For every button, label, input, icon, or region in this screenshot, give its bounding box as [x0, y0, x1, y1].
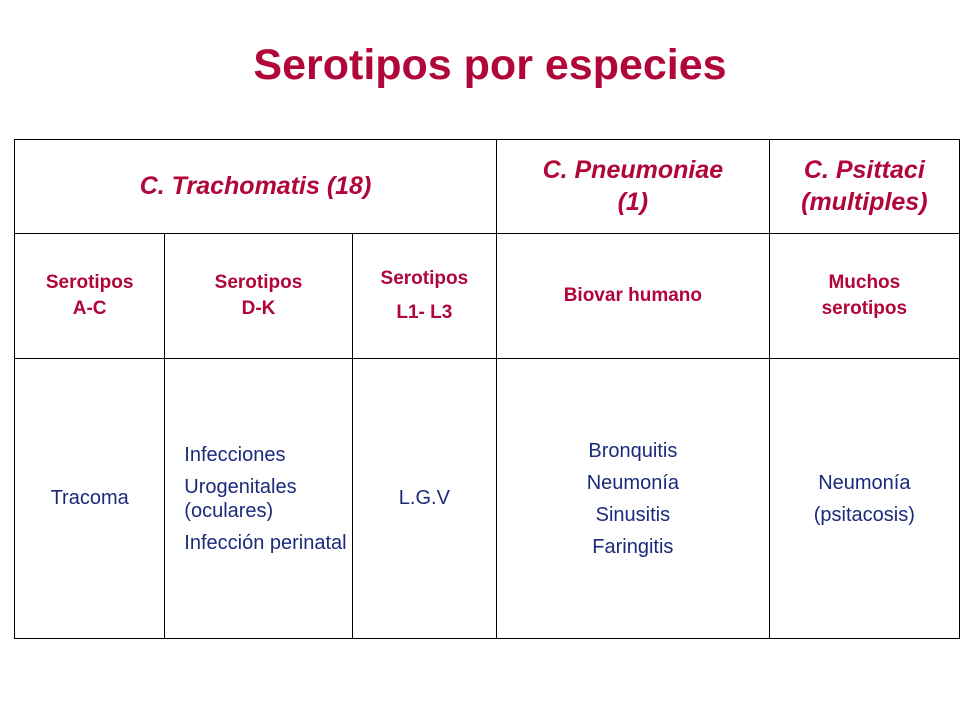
serotipos-l13-line1: Serotipos [380, 268, 469, 290]
pneumoniae-disease-2: Neumonía [586, 471, 679, 494]
muchos-line2: serotipos [821, 298, 908, 319]
serotipos-dk-line1: Serotipos [214, 272, 303, 294]
serotipos-dk-line2: D-K [241, 298, 276, 319]
header-pneumoniae-line2: (1) [617, 187, 649, 216]
cell-serotipos-dk [165, 234, 352, 359]
disease-row [15, 359, 960, 639]
dk-disease-2: Urogenitales (oculares) [184, 475, 297, 522]
header-pneumoniae-line1: C. Pneumoniae [542, 156, 724, 185]
cell-psittaci-diseases [769, 359, 959, 639]
dk-disease-3: Infección perinatal [184, 531, 347, 554]
cell-dk-diseases [165, 359, 352, 639]
header-psittaci-line2: (multiples) [801, 187, 928, 216]
psittaci-disease-1: Neumonía [818, 471, 911, 494]
psittaci-disease-2: (psitacosis) [813, 503, 915, 526]
header-psittaci-line1: C. Psittaci [803, 156, 925, 185]
serotipos-ac-line1: Serotipos [45, 272, 134, 294]
page-title: Serotipos por especies [253, 41, 727, 89]
cell-pneumoniae-diseases [497, 359, 770, 639]
header-psittaci [769, 140, 959, 234]
cell-serotipos-l13 [352, 234, 496, 359]
header-pneumoniae [497, 140, 770, 234]
header-trachomatis: C. Trachomatis (18) [15, 140, 497, 234]
serotipos-l13-line2: L1- L3 [396, 302, 453, 323]
pneumoniae-disease-1: Bronquitis [588, 439, 678, 462]
dk-disease-1: Infecciones [184, 443, 286, 466]
cell-muchos-serotipos [769, 234, 959, 359]
species-header-row [15, 140, 960, 234]
cell-tracoma: Tracoma [15, 359, 165, 639]
serotipos-ac-line2: A-C [72, 298, 107, 319]
muchos-line1: Muchos [828, 272, 901, 294]
pneumoniae-disease-3: Sinusitis [595, 503, 671, 526]
cell-biovar-humano: Biovar humano [497, 234, 770, 359]
pneumoniae-disease-4: Faringitis [592, 535, 674, 558]
serotype-row [15, 234, 960, 359]
cell-serotipos-ac [15, 234, 165, 359]
serotype-table [14, 139, 960, 639]
cell-lgv: L.G.V [352, 359, 496, 639]
